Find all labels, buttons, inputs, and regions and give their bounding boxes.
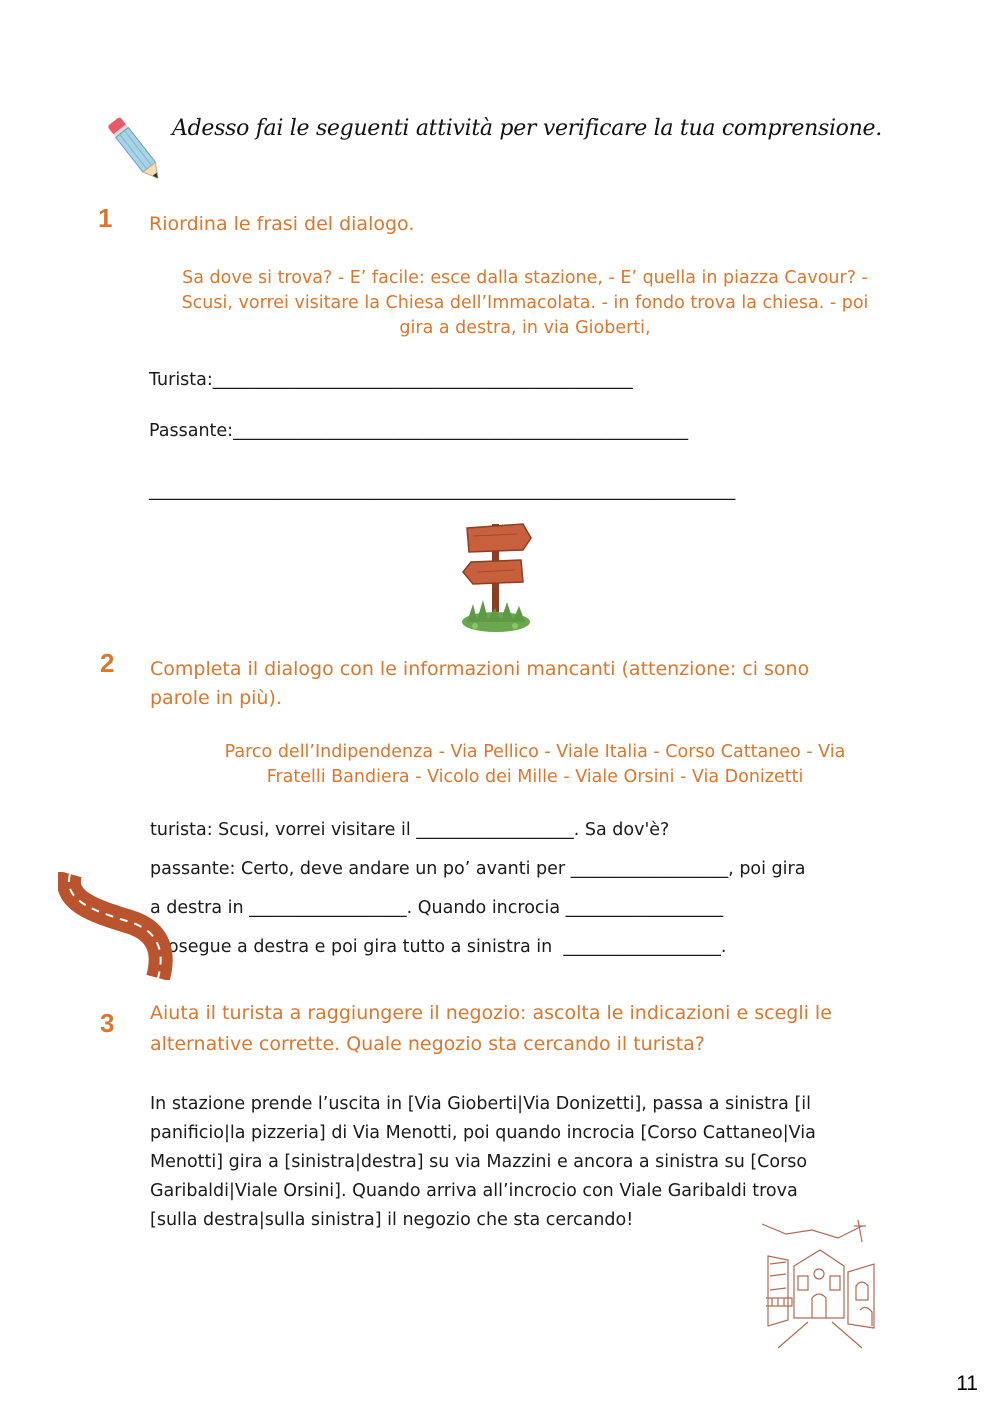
phrases-line: Sa dove si trova? - E’ facile: esce dalla stazione, - E’ quella in piazza Cavour? - — [182, 268, 868, 288]
word-bank-line: Parco dell’Indipendenza - Via Pellico - Viale Italia - Corso Cattaneo - Via — [224, 742, 846, 762]
town-sketch-icon — [758, 1216, 884, 1350]
text-line: In stazione prende l’uscita in [Via Gioberti|Via Donizetti], passa a sinistra [il — [150, 1094, 812, 1114]
heading-line: alternative corrette. Quale negozio sta cercando il turista? — [150, 1033, 705, 1055]
text-line: Garibaldi|Viale Orsini]. Quando arriva all’incrocio con Viale Garibaldi trova — [150, 1181, 798, 1201]
page-title: Adesso fai le seguenti attività per verificare la tua comprensione. — [172, 116, 882, 141]
extra-answer-line[interactable]: ___________________________________________________________________ — [149, 481, 736, 501]
text-line: [sulla destra|sulla sinistra] il negozio che sta cercando! — [150, 1210, 634, 1230]
road-icon — [58, 872, 176, 980]
exercise-3-heading — [150, 998, 832, 1060]
page-number: 11 — [956, 1372, 978, 1395]
turista-answer-line[interactable]: Turista:________________________________________________ — [149, 370, 633, 390]
dialog-line[interactable]: prosegue a destra e poi gira tutto a sinistra in __________________. — [150, 937, 727, 957]
text-line: Menotti] gira a [sinistra|destra] su via Mazzini e ancora a sinistra su [Corso — [150, 1152, 808, 1172]
exercise-2-word-bank — [140, 740, 930, 790]
signpost-icon — [455, 516, 537, 634]
exercise-number-3: 3 — [100, 1008, 115, 1038]
dialog-line[interactable]: a destra in __________________. Quando incrocia __________________ — [150, 898, 724, 918]
exercise-1-phrases — [140, 266, 910, 341]
word-bank-line: Fratelli Bandiera - Vicolo dei Mille - Viale Orsini - Via Donizetti — [266, 767, 804, 787]
text-line: panificio|la pizzeria] di Via Menotti, poi quando incrocia [Corso Cattaneo|Via — [150, 1123, 816, 1143]
pencil-icon — [100, 108, 170, 190]
passante-answer-line[interactable]: Passante:____________________________________________________ — [149, 421, 689, 441]
exercise-2-heading — [150, 655, 809, 713]
exercise-number-1: 1 — [98, 203, 113, 233]
phrases-line: Scusi, vorrei visitare la Chiesa dell’Immacolata. - in fondo trova la chiesa. - poi — [181, 293, 869, 313]
exercise-3-text — [150, 1090, 910, 1235]
dialog-line[interactable]: passante: Certo, deve andare un po’ avanti per __________________, poi gira — [150, 859, 806, 879]
heading-line: parole in più). — [150, 687, 282, 709]
exercise-1-heading: Riordina le frasi del dialogo. — [149, 213, 415, 235]
dialog-line[interactable]: turista: Scusi, vorrei visitare il __________________. Sa dov'è? — [150, 820, 670, 840]
heading-line: Aiuta il turista a raggiungere il negozio: ascolta le indicazioni e scegli le — [150, 1002, 832, 1024]
exercise-number-2: 2 — [100, 648, 115, 678]
exercise-2-dialog — [150, 815, 910, 962]
phrases-line: gira a destra, in via Gioberti, — [399, 318, 651, 338]
heading-line: Completa il dialogo con le informazioni mancanti (attenzione: ci sono — [150, 658, 810, 680]
